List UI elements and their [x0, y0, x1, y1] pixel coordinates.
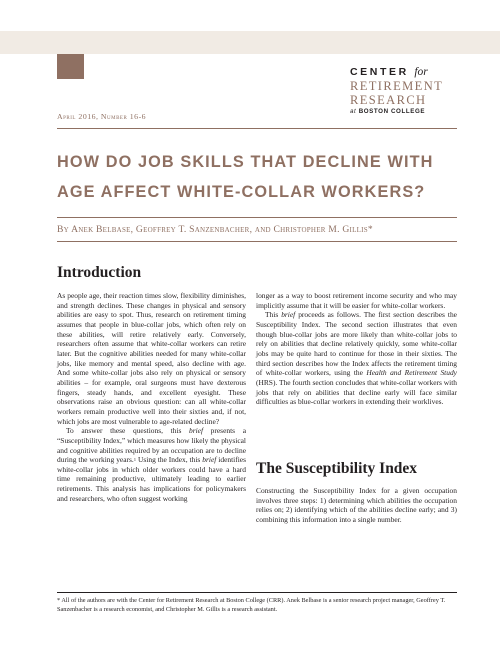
intro-paragraph-2: To answer these questions, this brief presents a “Susceptibility Index,” which measures how likely the physical and cognitive abilities required by an occupation are to decline during the working years.$^1$ Using the Index, this brief identifies white-collar jobs in which older workers could have a hard time remaining productive, ultimately leading to earlier retirements. This analysis has implications for policymakers and researchers, who often suggest working	[57, 426, 246, 503]
logo-line-boston-college: at BOSTON COLLEGE	[350, 108, 426, 115]
issue-date: April 2016, Number 16-6	[57, 112, 147, 121]
intro-paragraph-4: This brief proceeds as follows. The first section describes the Susceptibility Index. The second section illustrates that even though blue-collar jobs are more likely than white-collar jobs to rely on abilities that decline relatively quickly, some white-collar jobs may be quite hard to continue for those in their sixties. The third section describes how the Index affects the retirement timing of white-collar workers, using the Health and Retirement Study (HRS). The fourth section concludes that white-collar workers with jobs that rely on abilities that decline early will face similar difficulties as blue-collar workers in extending their worklives.	[256, 310, 457, 407]
page-title: HOW DO JOB SKILLS THAT DECLINE WITH AGE AFFECT WHITE-COLLAR WORKERS?	[57, 153, 434, 201]
susceptibility-text	[256, 486, 457, 525]
header-rule	[57, 128, 457, 129]
header-accent-square	[57, 54, 84, 79]
logo-line-research: RESEARCH	[350, 93, 427, 107]
logo-line-retirement: RETIREMENT	[350, 79, 444, 93]
title-rule-top	[57, 217, 457, 218]
footnote-rule	[57, 592, 457, 593]
footnote-ref-1[interactable]: 1	[133, 457, 137, 463]
header-band	[0, 31, 500, 54]
section-heading-introduction: Introduction	[57, 264, 142, 281]
logo-line-center: CENTER for	[350, 66, 428, 78]
section-heading-susceptibility-index: The Susceptibility Index	[256, 460, 418, 477]
intro-paragraph-1: As people age, their reaction times slow, flexibility diminishes, and strength declines. These changes in physical and sensory abilities are easy to spot. Thus, research on retirement timing assumes that people in blue-collar jobs, which often rely on these abilities, will retire relatively early. Conversely, researchers often assume that white-collar workers can retire later. But the cognitive abilities needed for many white-collar jobs, like memory and mental speed, also decline with age. And some white-collar jobs also rely on physical or sensory abilities – for example, oral surgeons must have dexterous fingers, steady hands, and excellent eyesight. These observations raise an obvious question: can all white-collar workers remain productive well into their sixties and, if not, which jobs are most vulnerable to age-related decline?	[57, 291, 246, 426]
intro-paragraph-3: longer as a way to boost retirement income security and who may implicitly assume that it will be easier for white-collar workers.	[256, 291, 457, 310]
susceptibility-paragraph-1: Constructing the Susceptibility Index for a given occupation involves three steps: 1) determining which abilities the occupation relies on; 2) identifying which of the abilities decline early; and 3) combining this information into a single number.	[256, 486, 457, 524]
right-column	[256, 291, 457, 407]
footnote: * All of the authors are with the Center for Retirement Research at Boston College (CRR). Anek Belbase is a senior research project manager, Geoffrey T. Sanzenbacher is a research economist, and Christopher M. Gillis is a research assistant.	[57, 597, 446, 613]
title-rule-bottom	[57, 241, 457, 242]
author-byline: By Anek Belbase, Geoffrey T. Sanzenbacher, and Christopher M. Gillis*	[57, 224, 373, 235]
left-column	[57, 291, 246, 503]
crr-logo	[350, 66, 455, 117]
